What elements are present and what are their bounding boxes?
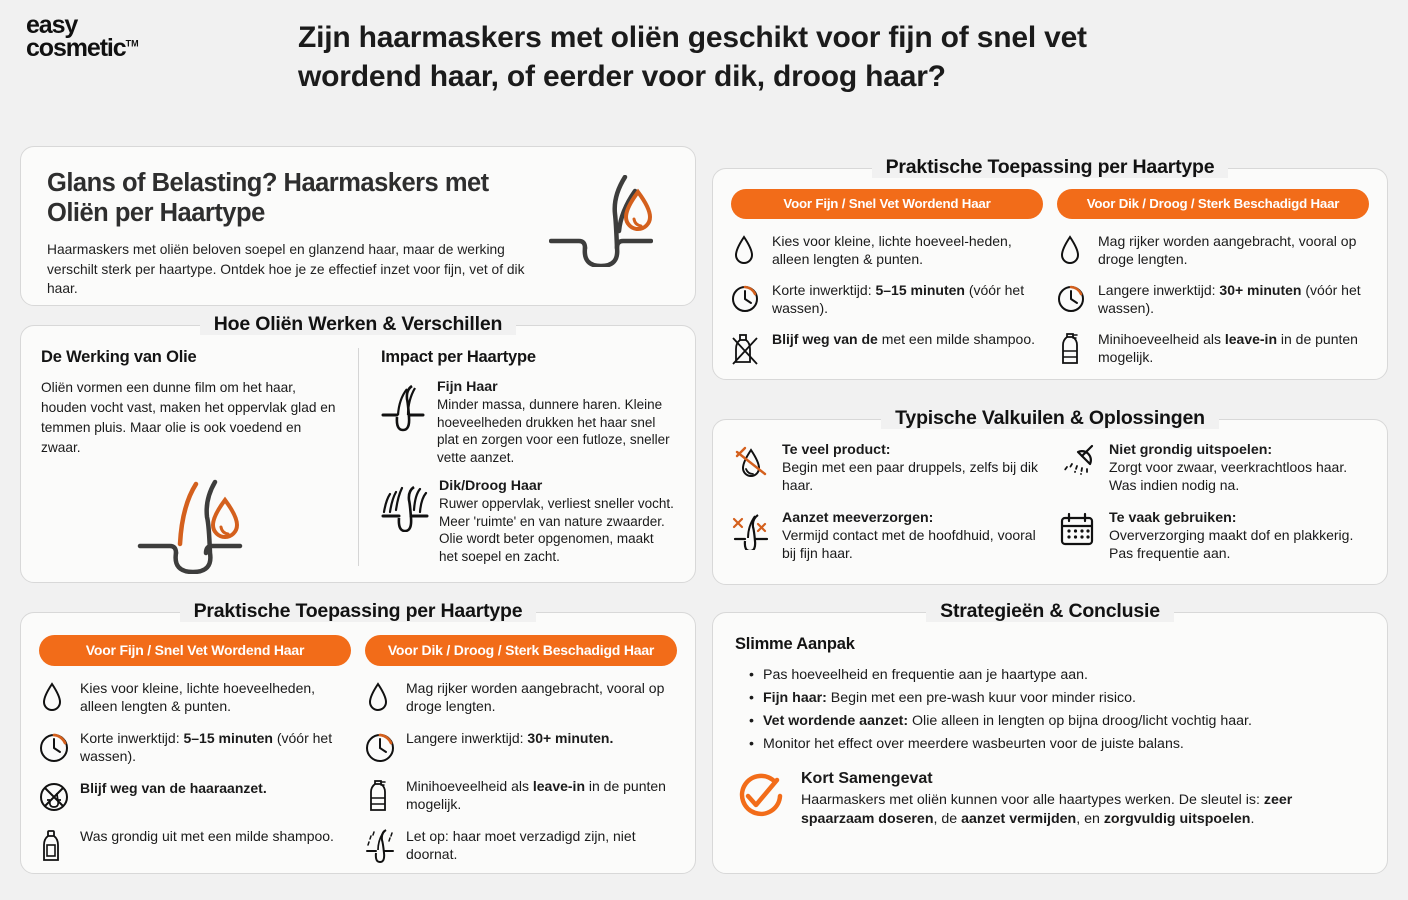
list-item bbox=[731, 232, 1043, 268]
practical-left-panel bbox=[20, 600, 696, 874]
pitfalls-right-column bbox=[1058, 442, 1369, 578]
pitfalls-panel bbox=[712, 407, 1388, 585]
summary-heading: Kort Samengevat bbox=[801, 770, 933, 787]
list-item bbox=[749, 733, 1365, 756]
list-item-text: Mag rijker worden aangebracht, vooral op droge lengten. bbox=[1098, 233, 1357, 268]
bottle-icon bbox=[39, 827, 69, 863]
thick-hair-follicle-icon bbox=[381, 478, 429, 532]
working-panel bbox=[20, 313, 696, 583]
list-item bbox=[39, 827, 351, 863]
list-item bbox=[365, 729, 677, 763]
clock-icon bbox=[39, 729, 69, 763]
pitfalls-left-column bbox=[731, 442, 1042, 578]
no-roots-icon bbox=[39, 779, 69, 813]
list-item bbox=[731, 281, 1043, 317]
impact-thick-title: Dik/Droog Haar bbox=[439, 478, 543, 495]
brand-logo bbox=[26, 11, 139, 62]
hair-follicle-oil-drop-icon bbox=[136, 478, 244, 574]
spray-bottle-icon bbox=[1057, 330, 1087, 366]
list-item-bold: Blijf weg van de haaraanzet. bbox=[80, 780, 267, 797]
list-item-text: Let op: haar moet verzadigd zijn, niet doornat. bbox=[406, 828, 636, 863]
impact-fine-body: Minder massa, dunnere haren. Kleine hoeveelheden drukken het haar snel plat en zorgen voor een futloze, sneller vette aanzet. bbox=[437, 397, 670, 465]
list-item bbox=[39, 679, 351, 715]
pitfall-title: Aanzet meeverzorgen: bbox=[782, 510, 934, 527]
list-item bbox=[365, 777, 677, 813]
pitfall-title: Te vaak gebruiken: bbox=[1109, 510, 1237, 527]
strategy-heading: Slimme Aanpak bbox=[735, 635, 855, 653]
working-right-heading: Impact per Haartype bbox=[381, 348, 536, 366]
pitfall-item bbox=[1058, 510, 1369, 562]
practical-right-thick-list bbox=[1057, 232, 1369, 379]
list-item-bold: Blijf weg van de bbox=[772, 331, 878, 348]
list-item bbox=[1057, 232, 1369, 268]
badge-thick-hair: Voor Dik / Droog / Sterk Beschadigd Haar bbox=[1057, 189, 1369, 219]
list-item-text: Mag rijker worden aangebracht, vooral op droge lengten. bbox=[406, 680, 665, 715]
practical-right-panel bbox=[712, 156, 1388, 380]
page-title: Zijn haarmaskers met oliën geschikt voor fijn of snel vet wordend haar, of eerder voor dik, droog haar? bbox=[298, 21, 1087, 93]
practical-right-title: Praktische Toepassing per Haartype bbox=[713, 156, 1387, 179]
working-left-heading: De Werking van Olie bbox=[41, 348, 197, 366]
bullet-text: Pas hoeveelheid en frequentie aan je haartype aan. bbox=[763, 667, 1088, 683]
impact-item-fine bbox=[381, 379, 675, 466]
summary-body: Haarmaskers met oliën kunnen voor alle haartypes werken. De sleutel is: zeer spaarzaam doseren, de aanzet vermijden, en zorgvuldig uitspoelen. bbox=[801, 792, 1293, 827]
badge-thick-hair: Voor Dik / Droog / Sterk Beschadigd Haar bbox=[365, 635, 677, 666]
brand-logo-line2: cosmetic™ bbox=[26, 34, 139, 62]
clock-icon bbox=[1057, 281, 1087, 313]
list-item-text: Kies voor kleine, lichte hoeveelheden, alleen lengten & punten. bbox=[80, 680, 316, 715]
list-item-suffix: (vóór het wassen). bbox=[772, 282, 1025, 317]
pitfall-item bbox=[1058, 442, 1369, 494]
list-item bbox=[39, 729, 351, 765]
list-item-bold: 5–15 minuten bbox=[183, 730, 273, 747]
list-item-suffix: (vóór het wassen). bbox=[80, 730, 333, 765]
list-item-text: Kies voor kleine, lichte hoeveel-heden, alleen lengten & punten. bbox=[772, 233, 1012, 268]
spray-bottle-icon bbox=[365, 777, 395, 813]
list-item bbox=[749, 687, 1365, 710]
list-item-text: Was grondig uit met een milde shampoo. bbox=[80, 828, 334, 845]
working-left-body: Oliën vormen een dunne film om het haar, houden vocht vast, maken het oppervlak glad en temmen pluis. Maar olie is ook voedend en zwaar. bbox=[41, 380, 336, 455]
bullet-bold: Fijn haar: bbox=[763, 690, 827, 706]
brand-logo-line1: easy bbox=[26, 11, 78, 39]
check-circle-icon bbox=[735, 770, 787, 820]
pitfall-body: Oververzorging maakt dof en plakkerig. Pas frequentie aan. bbox=[1109, 527, 1354, 562]
list-item-prefix: Langere inwerktijd: bbox=[1098, 282, 1220, 299]
hair-follicle-oil-drop-icon bbox=[549, 175, 653, 267]
no-bottle-icon bbox=[731, 330, 761, 366]
pitfall-body: Vermijd contact met de hoofdhuid, vooral bij fijn haar. bbox=[782, 527, 1036, 562]
working-panel-title: Hoe Oliën Werken & Verschillen bbox=[21, 313, 695, 336]
list-item-prefix: Langere inwerktijd: bbox=[406, 730, 528, 747]
list-item bbox=[1057, 281, 1369, 317]
working-right-column bbox=[358, 348, 675, 566]
bullet-text: Monitor het effect over meerdere wasbeurten voor de juiste balans. bbox=[763, 736, 1184, 752]
list-item bbox=[731, 330, 1043, 366]
list-item-prefix: Minihoeveelheid als bbox=[1098, 331, 1225, 348]
list-item bbox=[1057, 330, 1369, 366]
hero-heading: Glans of Belasting? Haarmaskers met Oliën per Haartype bbox=[47, 169, 489, 227]
wet-hair-follicle-icon bbox=[365, 827, 395, 863]
summary-block bbox=[735, 770, 1365, 829]
list-item-suffix: in de punten mogelijk. bbox=[406, 778, 666, 813]
trademark-symbol: TM bbox=[125, 38, 139, 49]
droplet-icon bbox=[39, 679, 69, 713]
hero-panel bbox=[20, 146, 696, 306]
hero-body: Haarmaskers met oliën beloven soepel en glanzend haar, maar de werking verschilt sterk per haartype. Ontdek hoe je ze effectief inzet voor fijn, vet of dik haar. bbox=[47, 242, 525, 297]
impact-fine-title: Fijn Haar bbox=[437, 379, 498, 395]
list-item bbox=[365, 679, 677, 715]
pitfalls-panel-title: Typische Valkuilen & Oplossingen bbox=[713, 407, 1387, 430]
strategy-panel-title: Strategieën & Conclusie bbox=[713, 600, 1387, 623]
bullet-text: Olie alleen in lengten op bijna droog/licht vochtig haar. bbox=[908, 713, 1252, 729]
badge-fine-hair: Voor Fijn / Snel Vet Wordend Haar bbox=[731, 189, 1043, 219]
no-droplet-icon bbox=[731, 442, 771, 482]
no-roots-cross-icon bbox=[731, 510, 771, 550]
droplet-icon bbox=[1057, 232, 1087, 266]
droplet-icon bbox=[731, 232, 761, 266]
list-item-prefix: Korte inwerktijd: bbox=[772, 282, 876, 299]
clock-icon bbox=[731, 281, 761, 313]
strategy-bullet-list bbox=[735, 664, 1365, 756]
list-item bbox=[749, 710, 1365, 733]
clock-icon bbox=[365, 729, 395, 763]
list-item-bold: leave-in bbox=[532, 778, 585, 795]
list-item bbox=[39, 779, 351, 813]
pitfall-body: Begin met een paar druppels, zelfs bij dik haar. bbox=[782, 459, 1039, 494]
pitfall-title: Niet grondig uitspoelen: bbox=[1109, 442, 1273, 458]
badge-fine-hair: Voor Fijn / Snel Vet Wordend Haar bbox=[39, 635, 351, 666]
droplet-icon bbox=[365, 679, 395, 713]
list-item-bold: 5–15 minuten bbox=[875, 282, 965, 299]
working-left-column bbox=[41, 348, 358, 566]
list-item-bold: 30+ minuten. bbox=[527, 730, 614, 747]
page-header bbox=[0, 0, 1408, 120]
list-item bbox=[365, 827, 677, 863]
calendar-icon bbox=[1058, 510, 1098, 548]
fine-hair-follicle-icon bbox=[381, 379, 427, 433]
list-item-suffix: (vóór het wassen). bbox=[1098, 282, 1361, 317]
list-item-suffix: in de punten mogelijk. bbox=[1098, 331, 1358, 366]
list-item-suffix: met een milde shampoo. bbox=[877, 331, 1036, 348]
pitfall-item bbox=[731, 510, 1042, 562]
list-item bbox=[749, 664, 1365, 687]
impact-item-thick bbox=[381, 478, 675, 565]
bullet-bold: Vet wordende aanzet: bbox=[763, 713, 909, 729]
shower-head-icon bbox=[1058, 442, 1098, 482]
pitfall-body: Zorgt voor zwaar, veerkrachtloos haar. Was indien nodig na. bbox=[1109, 459, 1348, 494]
pitfall-item bbox=[731, 442, 1042, 494]
pitfall-title: Te veel product: bbox=[782, 442, 891, 458]
practical-right-fine-list bbox=[731, 232, 1043, 379]
impact-thick-body: Ruwer oppervlak, verliest sneller vocht. Meer 'ruimte' en van nature zwaarder. Olie wordt beter opgenomen, maakt het soepel en zacht. bbox=[439, 496, 674, 564]
practical-left-thick-list bbox=[365, 679, 677, 877]
list-item-prefix: Minihoeveelheid als bbox=[406, 778, 533, 795]
strategy-panel bbox=[712, 600, 1388, 874]
practical-left-fine-list bbox=[39, 679, 351, 877]
list-item-bold: 30+ minuten bbox=[1219, 282, 1302, 299]
list-item-prefix: Korte inwerktijd: bbox=[80, 730, 184, 747]
bullet-text: Begin met een pre-wash kuur voor minder risico. bbox=[826, 690, 1136, 706]
practical-left-title: Praktische Toepassing per Haartype bbox=[21, 600, 695, 623]
list-item-bold: leave-in bbox=[1224, 331, 1277, 348]
